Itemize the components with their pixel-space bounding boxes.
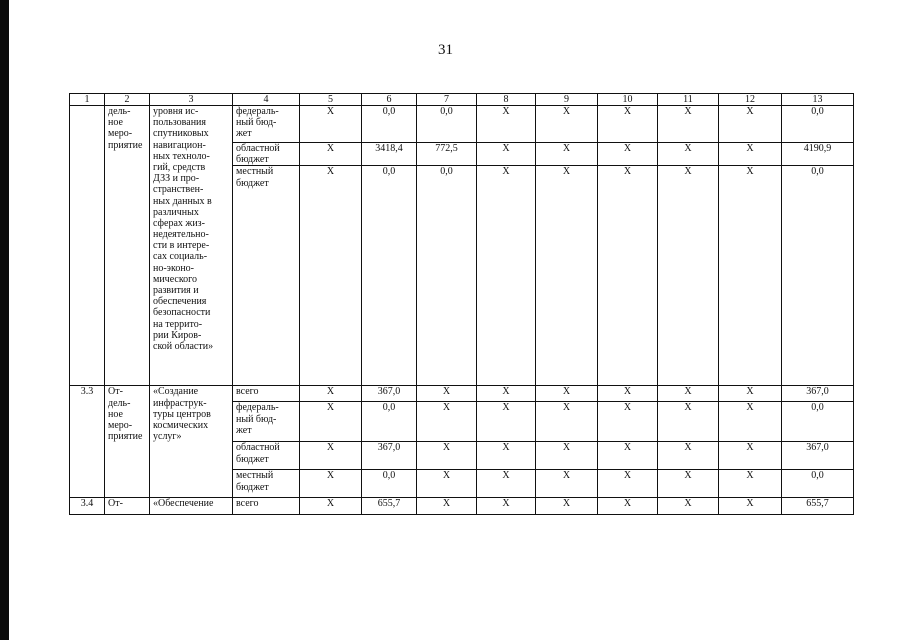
table-row: [70, 386, 854, 402]
table-row: [70, 498, 854, 515]
column-header: 10: [598, 94, 658, 106]
funding-source: местный бюджет: [233, 166, 300, 386]
not-applicable-cell: X: [477, 402, 536, 442]
amount-cell: 0,0: [782, 402, 854, 442]
not-applicable-cell: X: [598, 442, 658, 470]
funding-source: федераль- ный бюд- жет: [233, 106, 300, 143]
table-body: [70, 106, 854, 515]
not-applicable-cell: X: [598, 166, 658, 386]
header-row: [70, 94, 854, 106]
column-header: 6: [362, 94, 417, 106]
not-applicable-cell: X: [300, 498, 362, 515]
amount-cell: 0,0: [362, 402, 417, 442]
not-applicable-cell: X: [598, 402, 658, 442]
amount-cell: 0,0: [782, 166, 854, 386]
not-applicable-cell: X: [417, 402, 477, 442]
amount-cell: 367,0: [782, 386, 854, 402]
not-applicable-cell: X: [477, 498, 536, 515]
not-applicable-cell: X: [536, 386, 598, 402]
not-applicable-cell: X: [300, 402, 362, 442]
amount-cell: 0,0: [362, 166, 417, 386]
not-applicable-cell: X: [719, 386, 782, 402]
column-header: 4: [233, 94, 300, 106]
funding-source: областной бюджет: [233, 143, 300, 166]
column-header: 3: [150, 94, 233, 106]
not-applicable-cell: X: [300, 442, 362, 470]
scan-edge: [0, 0, 9, 640]
item-number: 3.3: [70, 386, 105, 498]
column-header: 11: [658, 94, 719, 106]
not-applicable-cell: X: [417, 442, 477, 470]
not-applicable-cell: X: [417, 386, 477, 402]
amount-cell: 0,0: [362, 470, 417, 498]
item-name: «Обеспечение: [150, 498, 233, 515]
item-type: От- дель- ное меро- приятие: [105, 386, 150, 498]
not-applicable-cell: X: [477, 143, 536, 166]
amount-cell: 0,0: [417, 106, 477, 143]
funding-source: всего: [233, 386, 300, 402]
not-applicable-cell: X: [658, 386, 719, 402]
item-name: уровня ис- пользования спутниковых навигацион- ных техноло- гий, средств ДЗЗ и про- странствен- ных данных в различных сферах жиз- недеятельно- сти в интере- сах социаль- но-эконо- мического развития и обеспечения безопасности на террито- рии Киров- ской области»: [150, 106, 233, 386]
amount-cell: 4190,9: [782, 143, 854, 166]
amount-cell: 3418,4: [362, 143, 417, 166]
not-applicable-cell: X: [719, 106, 782, 143]
not-applicable-cell: X: [536, 143, 598, 166]
amount-cell: 0,0: [782, 106, 854, 143]
item-number: [70, 106, 105, 386]
not-applicable-cell: X: [536, 498, 598, 515]
not-applicable-cell: X: [719, 166, 782, 386]
amount-cell: 0,0: [362, 106, 417, 143]
not-applicable-cell: X: [536, 106, 598, 143]
funding-source: федераль- ный бюд- жет: [233, 402, 300, 442]
budget-table: [69, 93, 854, 515]
column-header: 9: [536, 94, 598, 106]
not-applicable-cell: X: [658, 442, 719, 470]
column-header: 2: [105, 94, 150, 106]
amount-cell: 655,7: [782, 498, 854, 515]
item-type: дель- ное меро- приятие: [105, 106, 150, 386]
not-applicable-cell: X: [300, 470, 362, 498]
table-row: [70, 106, 854, 143]
not-applicable-cell: X: [300, 166, 362, 386]
not-applicable-cell: X: [658, 106, 719, 143]
not-applicable-cell: X: [417, 498, 477, 515]
not-applicable-cell: X: [598, 143, 658, 166]
amount-cell: 0,0: [417, 166, 477, 386]
amount-cell: 367,0: [362, 386, 417, 402]
not-applicable-cell: X: [658, 498, 719, 515]
not-applicable-cell: X: [719, 143, 782, 166]
not-applicable-cell: X: [719, 442, 782, 470]
not-applicable-cell: X: [477, 470, 536, 498]
amount-cell: 772,5: [417, 143, 477, 166]
not-applicable-cell: X: [658, 143, 719, 166]
column-header: 12: [719, 94, 782, 106]
not-applicable-cell: X: [300, 106, 362, 143]
not-applicable-cell: X: [719, 402, 782, 442]
not-applicable-cell: X: [536, 470, 598, 498]
amount-cell: 367,0: [782, 442, 854, 470]
item-type: От-: [105, 498, 150, 515]
amount-cell: 655,7: [362, 498, 417, 515]
amount-cell: 0,0: [782, 470, 854, 498]
funding-source: областной бюджет: [233, 442, 300, 470]
not-applicable-cell: X: [598, 470, 658, 498]
not-applicable-cell: X: [719, 470, 782, 498]
amount-cell: 367,0: [362, 442, 417, 470]
not-applicable-cell: X: [477, 166, 536, 386]
not-applicable-cell: X: [598, 106, 658, 143]
not-applicable-cell: X: [598, 498, 658, 515]
not-applicable-cell: X: [658, 402, 719, 442]
not-applicable-cell: X: [477, 386, 536, 402]
not-applicable-cell: X: [477, 106, 536, 143]
item-name: «Создание инфраструк- туры центров космических услуг»: [150, 386, 233, 498]
not-applicable-cell: X: [536, 166, 598, 386]
item-number: 3.4: [70, 498, 105, 515]
not-applicable-cell: X: [300, 386, 362, 402]
not-applicable-cell: X: [598, 386, 658, 402]
page-number: 31: [438, 42, 453, 58]
not-applicable-cell: X: [417, 470, 477, 498]
funding-source: местный бюджет: [233, 470, 300, 498]
column-header: 13: [782, 94, 854, 106]
not-applicable-cell: X: [719, 498, 782, 515]
not-applicable-cell: X: [300, 143, 362, 166]
column-header: 5: [300, 94, 362, 106]
not-applicable-cell: X: [536, 402, 598, 442]
column-header: 7: [417, 94, 477, 106]
column-header: 1: [70, 94, 105, 106]
not-applicable-cell: X: [658, 166, 719, 386]
not-applicable-cell: X: [536, 442, 598, 470]
funding-source: всего: [233, 498, 300, 515]
column-header: 8: [477, 94, 536, 106]
not-applicable-cell: X: [658, 470, 719, 498]
not-applicable-cell: X: [477, 442, 536, 470]
